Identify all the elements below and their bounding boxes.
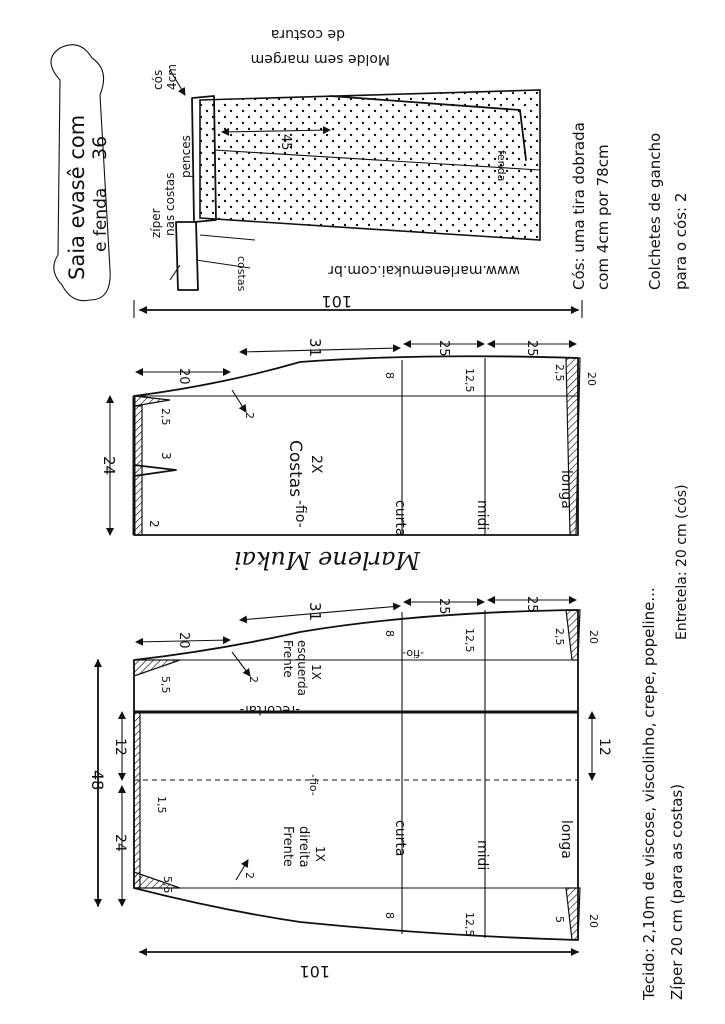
back-count: 2X <box>308 455 324 474</box>
front-top-offset: 2 <box>247 676 260 683</box>
front-upper-12: 12 <box>112 738 128 756</box>
back-curta-mark: 8 <box>383 372 396 379</box>
front-top-offset-arrow <box>232 652 250 676</box>
title-size: 36 <box>89 135 111 160</box>
front-mid-15: 1,5 <box>155 796 168 814</box>
waistband-label-2: 4cm <box>165 64 179 90</box>
front-right-label-1: Frente <box>280 826 295 867</box>
front-top-curta: 8 <box>383 630 396 637</box>
front-seg-25b: 25 <box>524 596 539 613</box>
slit-label: fenda <box>495 150 508 182</box>
front-longa: longa <box>558 820 574 859</box>
back-label: costas <box>235 256 248 292</box>
front-grain-left: -fio- <box>402 647 424 660</box>
back-curta: curta <box>392 500 408 537</box>
skirt-body <box>200 90 540 240</box>
note-cos-1: Cós: uma tira dobrada <box>570 122 588 290</box>
back-grain: -fio- <box>292 500 308 528</box>
back-dart-depth: 3 <box>159 452 173 460</box>
back-dart-width: 2 <box>147 520 161 528</box>
front-left-label-2: esquerda <box>295 640 309 696</box>
website-label: www.marlenemukai.com.br <box>328 262 520 278</box>
materials-interfacing: Entretela: 20 cm (cós) <box>674 484 690 640</box>
no-seam-note-2: de costura <box>270 26 345 42</box>
materials-zipper: Zíper 20 cm (para as costas) <box>668 783 686 1000</box>
back-seg-25b: 25 <box>524 340 539 357</box>
back-hip-hatch <box>134 396 170 406</box>
front-grain-right: -fio- <box>307 774 320 796</box>
note-hooks-2: para o cós: 2 <box>672 192 690 290</box>
front-width: 101 <box>299 962 330 981</box>
back-label: Costas <box>285 440 305 498</box>
front-seg-31: 31 <box>306 602 324 622</box>
front-top-hem-hatch <box>566 610 580 660</box>
front-bot-midi: 12,5 <box>463 912 476 937</box>
front-right-count: 1X <box>313 846 327 862</box>
back-cb-hatch <box>134 406 142 535</box>
back-longa-mark: 2,5 <box>553 364 566 382</box>
front-right-label-2: direita <box>296 826 311 868</box>
title-line-2: e fenda <box>91 187 111 252</box>
zipper-label-1: zíper <box>149 208 163 238</box>
back-height: 24 <box>100 456 118 476</box>
front-top-rise: 5,5 <box>159 676 172 694</box>
no-seam-note-1: Molde sem margem <box>250 51 390 67</box>
back-pattern-piece <box>100 292 598 536</box>
front-curta: curta <box>392 820 408 857</box>
signature: Marlene Mukai <box>233 546 420 574</box>
front-center-hatch <box>134 712 140 888</box>
front-top-hip-hatch <box>134 660 180 676</box>
front-top-hem: 20 <box>587 630 600 644</box>
front-seg-20: 20 <box>176 632 191 649</box>
back-midi-mark: 12,5 <box>463 368 476 393</box>
back-midi: midi <box>474 500 490 531</box>
front-bot-hem: 20 <box>587 914 600 928</box>
front-bot-offset: 2 <box>243 872 256 879</box>
front-midi: midi <box>474 840 490 871</box>
front-lower-24: 24 <box>112 834 128 852</box>
back-seg-20: 20 <box>176 368 191 385</box>
front-left-count: 1X <box>309 664 323 680</box>
darts-label: pences <box>179 135 193 178</box>
note-cos-2: com 4cm por 78cm <box>594 144 612 290</box>
back-seg-25a: 25 <box>436 340 451 357</box>
materials-notes <box>640 484 690 1001</box>
front-left-label-1: Frente <box>281 640 295 678</box>
note-hooks-1: Colchetes de gancho <box>646 132 664 290</box>
back-hem-20: 20 <box>585 372 598 386</box>
skirt-sketch <box>51 26 540 301</box>
front-bot-curta: 8 <box>383 912 396 919</box>
length-label: 45 <box>278 134 293 151</box>
back-hip-offset: 2 <box>243 412 256 419</box>
front-total-height: 48 <box>88 770 107 791</box>
back-longa: longa <box>558 470 574 509</box>
materials-fabric: Tecido: 2,10m de viscose, viscolinho, crepe, popeline... <box>640 587 658 1000</box>
front-top-longa: 2,5 <box>553 628 566 646</box>
front-pattern-piece <box>88 596 612 981</box>
zipper-label-2: nas costas <box>163 172 177 236</box>
waistband-label-1: cós <box>151 69 165 90</box>
back-width-label: 101 <box>321 292 352 311</box>
front-seg-25a: 25 <box>436 598 451 615</box>
back-outline <box>134 356 578 535</box>
title-line-1: Saia evasê com <box>65 114 89 280</box>
waistband-notes <box>570 122 690 290</box>
front-top-midi: 12,5 <box>463 628 476 653</box>
back-hip-rise: 2,5 <box>159 408 172 426</box>
back-hip-offset-arrow <box>232 390 246 412</box>
front-bot-hem-hatch <box>566 888 580 940</box>
front-bot-rise: 5,5 <box>161 876 174 894</box>
front-bot-longa: 5 <box>553 916 566 923</box>
zipper-detail <box>176 222 198 290</box>
back-seg-31: 31 <box>306 338 324 358</box>
front-right-12: 12 <box>596 738 612 756</box>
front-cut-label: -recortar- <box>239 702 300 717</box>
